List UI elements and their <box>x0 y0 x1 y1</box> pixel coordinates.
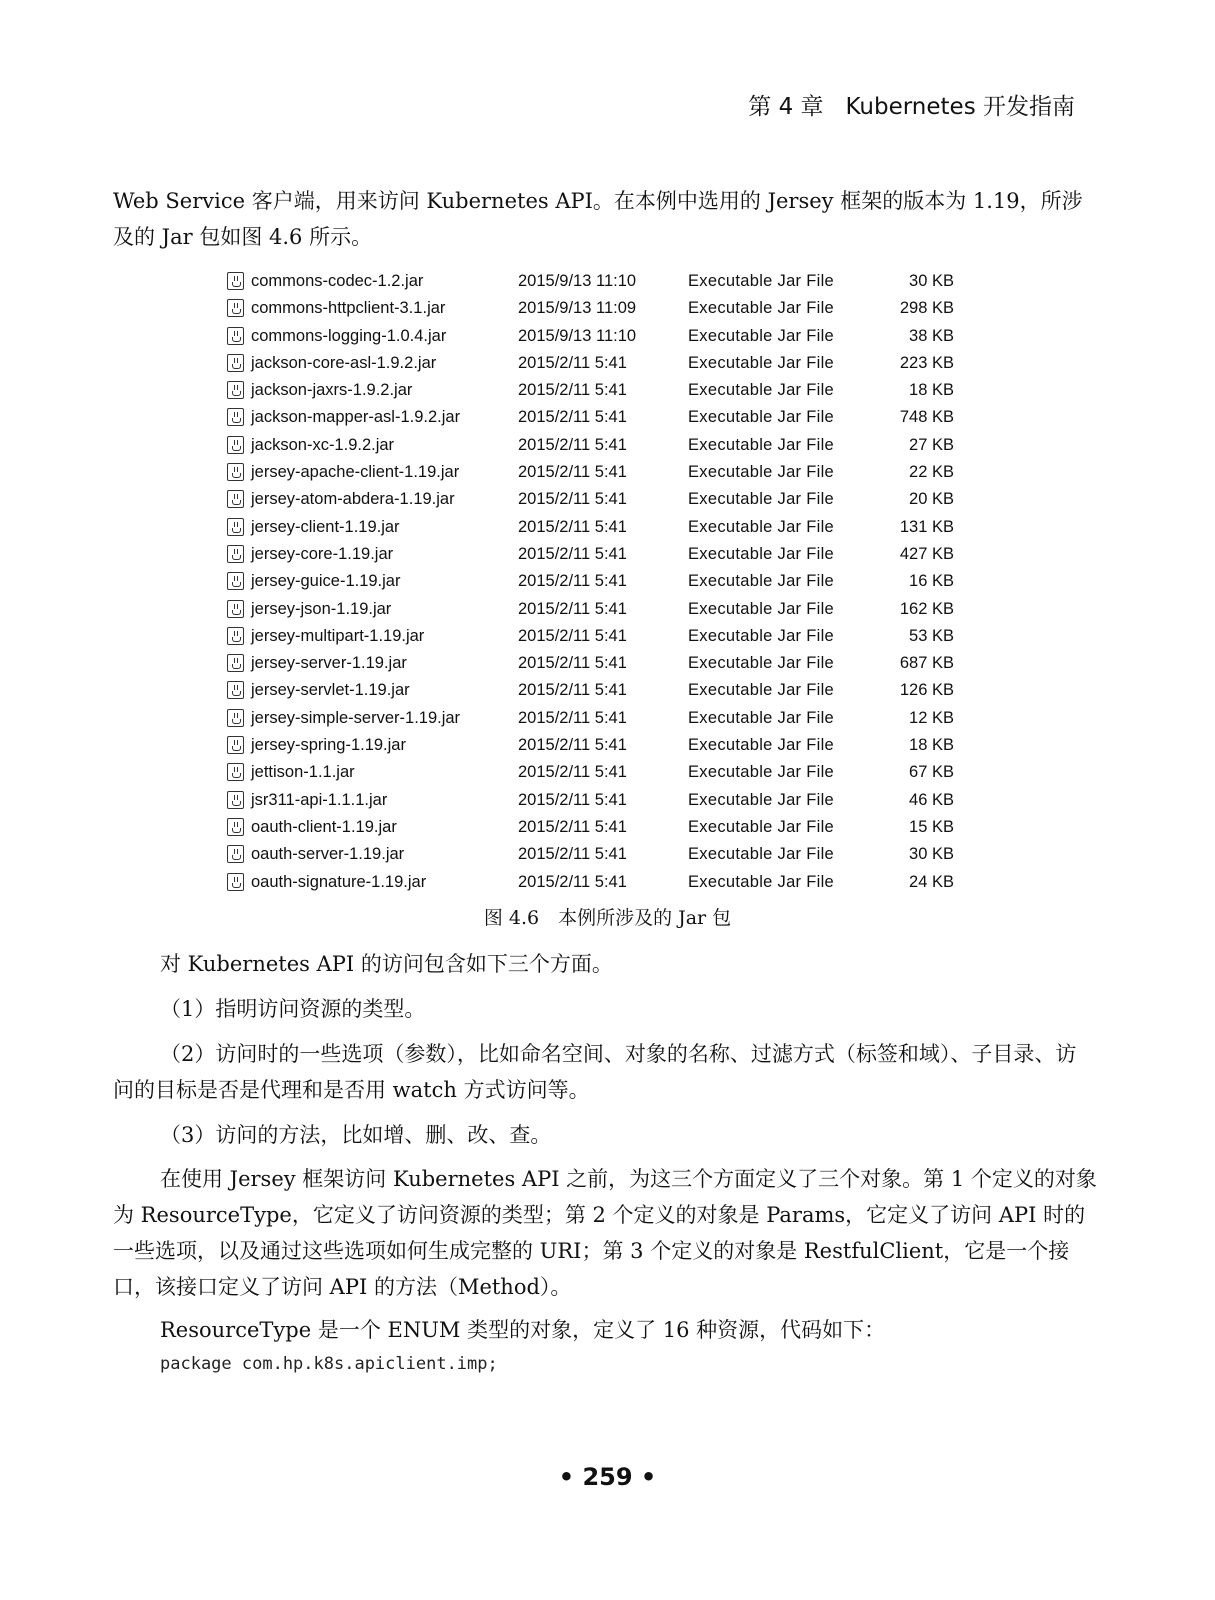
file-date: 2015/2/11 5:41 <box>518 736 627 755</box>
file-type: Executable Jar File <box>688 381 835 400</box>
file-type: Executable Jar File <box>688 626 835 645</box>
chapter-title: Kubernetes 开发指南 <box>845 94 1075 120</box>
file-name: jersey-client-1.19.jar <box>251 517 400 536</box>
file-size: 748 KB <box>899 408 954 427</box>
file-name: oauth-client-1.19.jar <box>251 817 397 836</box>
file-row[interactable] <box>227 568 987 595</box>
file-size: 223 KB <box>899 353 954 372</box>
intro-paragraph: Web Service 客户端，用来访问 Kubernetes API。在本例中选用的 Jersey 框架的版本为 1.19，所涉及的 Jar 包如图 4.6 所示。 <box>113 189 1083 249</box>
file-row[interactable] <box>227 596 987 623</box>
jar-file-icon <box>227 736 244 754</box>
file-date: 2015/2/11 5:41 <box>518 681 627 700</box>
file-date: 2015/2/11 5:41 <box>518 490 627 509</box>
file-date: 2015/2/11 5:41 <box>518 517 627 536</box>
paragraph-item-1: （1）指明访问资源的类型。 <box>160 997 426 1021</box>
jar-file-icon <box>227 709 244 727</box>
file-name: jersey-servlet-1.19.jar <box>251 681 410 700</box>
file-date: 2015/2/11 5:41 <box>518 708 627 727</box>
file-type: Executable Jar File <box>688 599 835 618</box>
file-date: 2015/2/11 5:41 <box>518 654 627 673</box>
jar-file-icon <box>227 873 244 891</box>
jar-file-icon <box>227 354 244 372</box>
file-row[interactable] <box>227 350 987 377</box>
file-row[interactable] <box>227 787 987 814</box>
jar-file-icon <box>227 845 244 863</box>
file-type: Executable Jar File <box>688 326 835 345</box>
file-type: Executable Jar File <box>688 490 835 509</box>
file-row[interactable] <box>227 650 987 677</box>
file-date: 2015/2/11 5:41 <box>518 626 627 645</box>
file-type: Executable Jar File <box>688 517 835 536</box>
file-size: 38 KB <box>909 326 954 345</box>
jar-file-icon <box>227 463 244 481</box>
file-type: Executable Jar File <box>688 408 835 427</box>
file-name: oauth-server-1.19.jar <box>251 845 405 864</box>
file-row[interactable] <box>227 377 987 404</box>
file-date: 2015/2/11 5:41 <box>518 572 627 591</box>
jar-file-icon <box>227 654 244 672</box>
jar-file-icon <box>227 818 244 836</box>
jar-file-icon <box>227 518 244 536</box>
file-name: jersey-apache-client-1.19.jar <box>251 463 460 482</box>
file-name: commons-logging-1.0.4.jar <box>251 326 447 345</box>
file-row[interactable] <box>227 268 987 295</box>
file-type: Executable Jar File <box>688 353 835 372</box>
file-date: 2015/2/11 5:41 <box>518 790 627 809</box>
file-size: 27 KB <box>909 435 954 454</box>
file-name: jsr311-api-1.1.1.jar <box>251 790 388 809</box>
file-date: 2015/2/11 5:41 <box>518 599 627 618</box>
paragraph-item-3: （3）访问的方法，比如增、删、改、查。 <box>160 1123 552 1147</box>
file-row[interactable] <box>227 432 987 459</box>
file-size: 16 KB <box>909 572 954 591</box>
file-name: jackson-xc-1.9.2.jar <box>251 435 395 454</box>
file-date: 2015/2/11 5:41 <box>518 817 627 836</box>
file-row[interactable] <box>227 869 987 896</box>
file-type: Executable Jar File <box>688 435 835 454</box>
file-type: Executable Jar File <box>688 708 835 727</box>
file-row[interactable] <box>227 295 987 322</box>
file-size: 67 KB <box>909 763 954 782</box>
jar-file-icon <box>227 327 244 345</box>
file-row[interactable] <box>227 814 987 841</box>
file-row[interactable] <box>227 705 987 732</box>
jar-file-icon <box>227 763 244 781</box>
jar-file-icon <box>227 381 244 399</box>
file-type: Executable Jar File <box>688 790 835 809</box>
file-date: 2015/9/13 11:10 <box>518 272 637 290</box>
file-date: 2015/2/11 5:41 <box>518 544 627 563</box>
file-name: jersey-core-1.19.jar <box>251 544 394 563</box>
file-row[interactable] <box>227 541 987 568</box>
file-name: jersey-spring-1.19.jar <box>251 736 406 755</box>
file-size: 24 KB <box>909 872 954 891</box>
file-row[interactable] <box>227 514 987 541</box>
file-row[interactable] <box>227 486 987 513</box>
jar-file-icon <box>227 681 244 699</box>
file-size: 20 KB <box>909 490 954 509</box>
jar-file-icon <box>227 408 244 426</box>
file-name: oauth-signature-1.19.jar <box>251 872 427 891</box>
file-row[interactable] <box>227 732 987 759</box>
file-type: Executable Jar File <box>688 654 835 673</box>
file-size: 298 KB <box>899 299 954 318</box>
file-name: commons-codec-1.2.jar <box>251 272 424 290</box>
jar-file-icon <box>227 791 244 809</box>
file-size: 162 KB <box>899 599 954 618</box>
figure-caption: 图 4.6 本例所涉及的 Jar 包 <box>483 907 732 929</box>
jar-file-icon <box>227 272 244 290</box>
file-type: Executable Jar File <box>688 272 835 290</box>
file-size: 12 KB <box>909 708 954 727</box>
file-date: 2015/2/11 5:41 <box>518 408 627 427</box>
file-name: jettison-1.1.jar <box>251 763 355 782</box>
file-row[interactable] <box>227 459 987 486</box>
paragraph-item-2: （2）访问时的一些选项（参数），比如命名空间、对象的名称、过滤方式（标签和域）、子目录、访问的目标是否是代理和是否用 watch 方式访问等。 <box>113 1042 1077 1102</box>
paragraph-resourcetype: ResourceType 是一个 ENUM 类型的对象，定义了 16 种资源，代码如下： <box>160 1318 886 1342</box>
file-row[interactable] <box>227 841 987 868</box>
file-name: jersey-multipart-1.19.jar <box>251 626 425 645</box>
file-date: 2015/2/11 5:41 <box>518 845 627 864</box>
file-date: 2015/2/11 5:41 <box>518 763 627 782</box>
file-size: 15 KB <box>909 817 954 836</box>
jar-file-icon <box>227 545 244 563</box>
file-size: 427 KB <box>899 544 954 563</box>
file-size: 30 KB <box>909 845 954 864</box>
file-size: 126 KB <box>899 681 954 700</box>
file-row[interactable] <box>227 623 987 650</box>
file-date: 2015/9/13 11:10 <box>518 326 637 345</box>
code-line: package com.hp.k8s.apiclient.imp; <box>160 1354 498 1374</box>
jar-file-icon <box>227 490 244 508</box>
chapter-label: 第 4 章 <box>748 94 824 120</box>
file-type: Executable Jar File <box>688 544 835 563</box>
file-type: Executable Jar File <box>688 763 835 782</box>
file-size: 687 KB <box>899 654 954 673</box>
file-name: jersey-json-1.19.jar <box>251 599 392 618</box>
file-row[interactable] <box>227 404 987 431</box>
file-size: 53 KB <box>909 626 954 645</box>
file-size: 18 KB <box>909 736 954 755</box>
file-size: 131 KB <box>899 517 954 536</box>
file-date: 2015/2/11 5:41 <box>518 463 627 482</box>
running-header <box>748 88 1075 121</box>
file-date: 2015/2/11 5:41 <box>518 381 627 400</box>
page-number: • 259 • <box>558 1463 657 1491</box>
file-type: Executable Jar File <box>688 299 835 318</box>
file-date: 2015/2/11 5:41 <box>518 353 627 372</box>
file-row[interactable] <box>227 323 987 350</box>
file-name: jersey-guice-1.19.jar <box>251 572 401 591</box>
file-type: Executable Jar File <box>688 817 835 836</box>
jar-file-icon <box>227 627 244 645</box>
jar-file-icon <box>227 436 244 454</box>
file-type: Executable Jar File <box>688 845 835 864</box>
file-name: jersey-atom-abdera-1.19.jar <box>251 490 455 509</box>
file-date: 2015/2/11 5:41 <box>518 872 627 891</box>
file-type: Executable Jar File <box>688 736 835 755</box>
file-date: 2015/2/11 5:41 <box>518 435 627 454</box>
file-date: 2015/9/13 11:09 <box>518 299 637 318</box>
file-size: 46 KB <box>909 790 954 809</box>
jar-file-icon <box>227 299 244 317</box>
jar-file-icon <box>227 572 244 590</box>
file-row[interactable] <box>227 759 987 786</box>
file-size: 22 KB <box>909 463 954 482</box>
paragraph-access-aspects: 对 Kubernetes API 的访问包含如下三个方面。 <box>160 952 613 976</box>
paragraph-objects: 在使用 Jersey 框架访问 Kubernetes API 之前，为这三个方面定义了三个对象。第 1 个定义的对象为 ResourceType，它定义了访问资源的类型；第 2 个定义的对象是 Params，它定义了访问 API 时的一些选项，以及通过这些选项如何生成完整的 URI；第 3 个定义的对象是 RestfulClient，它是一个接口，该接口定义了访问 API 的方法（Method）。 <box>113 1167 1097 1299</box>
file-type: Executable Jar File <box>688 872 835 891</box>
jar-file-icon <box>227 600 244 618</box>
file-name: jersey-simple-server-1.19.jar <box>251 708 461 727</box>
file-size: 18 KB <box>909 381 954 400</box>
file-name: jackson-jaxrs-1.9.2.jar <box>251 381 413 400</box>
file-type: Executable Jar File <box>688 463 835 482</box>
file-name: jackson-core-asl-1.9.2.jar <box>251 353 437 372</box>
file-name: jackson-mapper-asl-1.9.2.jar <box>251 408 461 427</box>
file-row[interactable] <box>227 677 987 704</box>
file-name: jersey-server-1.19.jar <box>251 654 407 673</box>
file-name: commons-httpclient-3.1.jar <box>251 299 446 318</box>
file-size: 30 KB <box>909 272 954 290</box>
jar-file-list <box>227 268 987 896</box>
file-type: Executable Jar File <box>688 681 835 700</box>
file-type: Executable Jar File <box>688 572 835 591</box>
